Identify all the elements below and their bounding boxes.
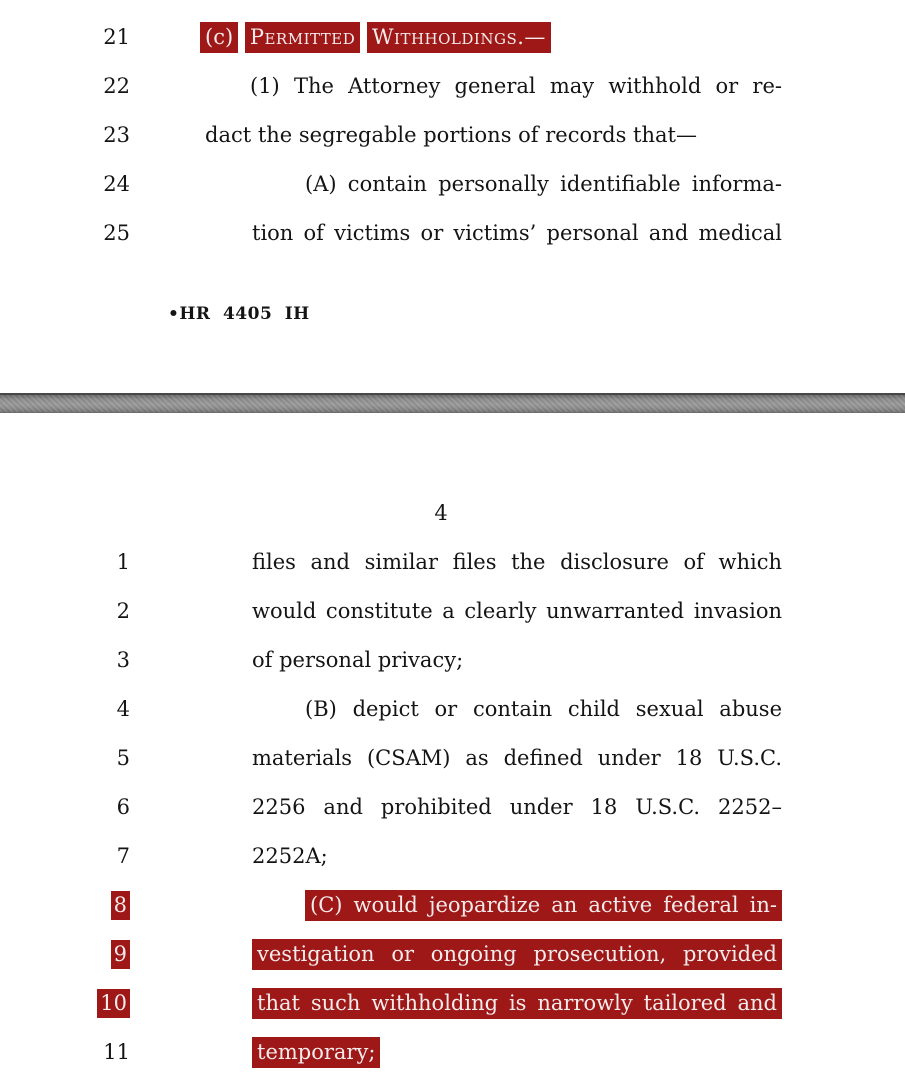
text-segment: tion of victims or victims’ personal and medical	[252, 221, 782, 245]
line-text	[252, 939, 782, 969]
line-text	[252, 218, 782, 248]
line-text	[252, 988, 782, 1018]
line-number-text: 22	[103, 74, 130, 98]
text-segment: would constitute a clearly unwarranted invasion	[252, 599, 782, 623]
line-text	[200, 22, 551, 52]
line-number-text: 1	[116, 550, 130, 574]
text-segment: dact the segregable portions of records that—	[205, 123, 697, 147]
bill-footer-stamp: •HR 4405 IH	[168, 304, 310, 324]
text-segment: (1) The Attorney general may withhold or re-	[250, 74, 782, 98]
line-number	[50, 645, 130, 675]
text-segment: 2252A;	[252, 844, 328, 868]
line-number-text: 21	[103, 25, 130, 49]
highlighted-text: that such withholding is narrowly tailored and	[252, 988, 782, 1019]
line-number	[50, 169, 130, 199]
line-number	[50, 890, 130, 920]
line-text	[252, 743, 782, 773]
text-segment: (B) depict or contain child sexual abuse	[305, 697, 782, 721]
line-text	[252, 841, 328, 871]
line-number-text: 7	[116, 844, 130, 868]
line-number	[50, 988, 130, 1018]
line-number-text: 4	[116, 697, 130, 721]
line-text	[252, 596, 782, 626]
line-number	[50, 120, 130, 150]
line-text	[205, 120, 697, 150]
line-number-text: 11	[103, 1040, 130, 1064]
highlighted-line-number: 8	[111, 891, 130, 920]
highlighted-text: temporary;	[252, 1037, 380, 1068]
line-number	[50, 841, 130, 871]
line-number-text: 25	[103, 221, 130, 245]
highlighted-line-number: 9	[111, 940, 130, 969]
bill-page-4	[0, 413, 905, 1079]
text-segment	[360, 25, 367, 49]
line-number	[50, 596, 130, 626]
line-number	[50, 694, 130, 724]
text-segment: files and similar files the disclosure of which	[252, 550, 782, 574]
highlighted-text: Permitted	[245, 22, 360, 53]
text-segment: materials (CSAM) as defined under 18 U.S.C.	[252, 746, 782, 770]
text-segment	[238, 25, 245, 49]
highlighted-text: (c)	[200, 22, 238, 53]
line-number-text: 24	[103, 172, 130, 196]
line-text	[305, 169, 782, 199]
line-number	[50, 218, 130, 248]
line-number	[50, 22, 130, 52]
text-segment: of personal privacy;	[252, 648, 464, 672]
text-segment: 2256 and prohibited under 18 U.S.C. 2252–	[252, 795, 782, 819]
highlighted-text: (C) would jeopardize an active federal in-	[305, 890, 782, 921]
bill-page-previous	[0, 0, 905, 393]
line-number	[50, 547, 130, 577]
line-number	[50, 743, 130, 773]
line-text	[305, 694, 782, 724]
line-number-text: 6	[116, 795, 130, 819]
line-number-text: 2	[116, 599, 130, 623]
line-text	[250, 71, 782, 101]
line-number	[50, 1037, 130, 1067]
line-number-text: 5	[116, 746, 130, 770]
line-text	[252, 1037, 380, 1067]
highlighted-text: Withholdings.—	[367, 22, 551, 53]
page-divider	[0, 393, 905, 413]
line-number-text: 3	[116, 648, 130, 672]
highlighted-line-number: 10	[97, 989, 130, 1018]
line-text	[252, 645, 463, 675]
line-text	[305, 890, 782, 920]
line-number	[50, 71, 130, 101]
line-text	[252, 547, 782, 577]
highlighted-text: vestigation or ongoing prosecution, provided	[252, 939, 782, 970]
page-number: 4	[434, 501, 448, 525]
line-text	[252, 792, 782, 822]
text-segment: (A) contain personally identifiable informa-	[305, 172, 782, 196]
line-number	[50, 939, 130, 969]
line-number-text: 23	[103, 123, 130, 147]
line-number	[50, 792, 130, 822]
